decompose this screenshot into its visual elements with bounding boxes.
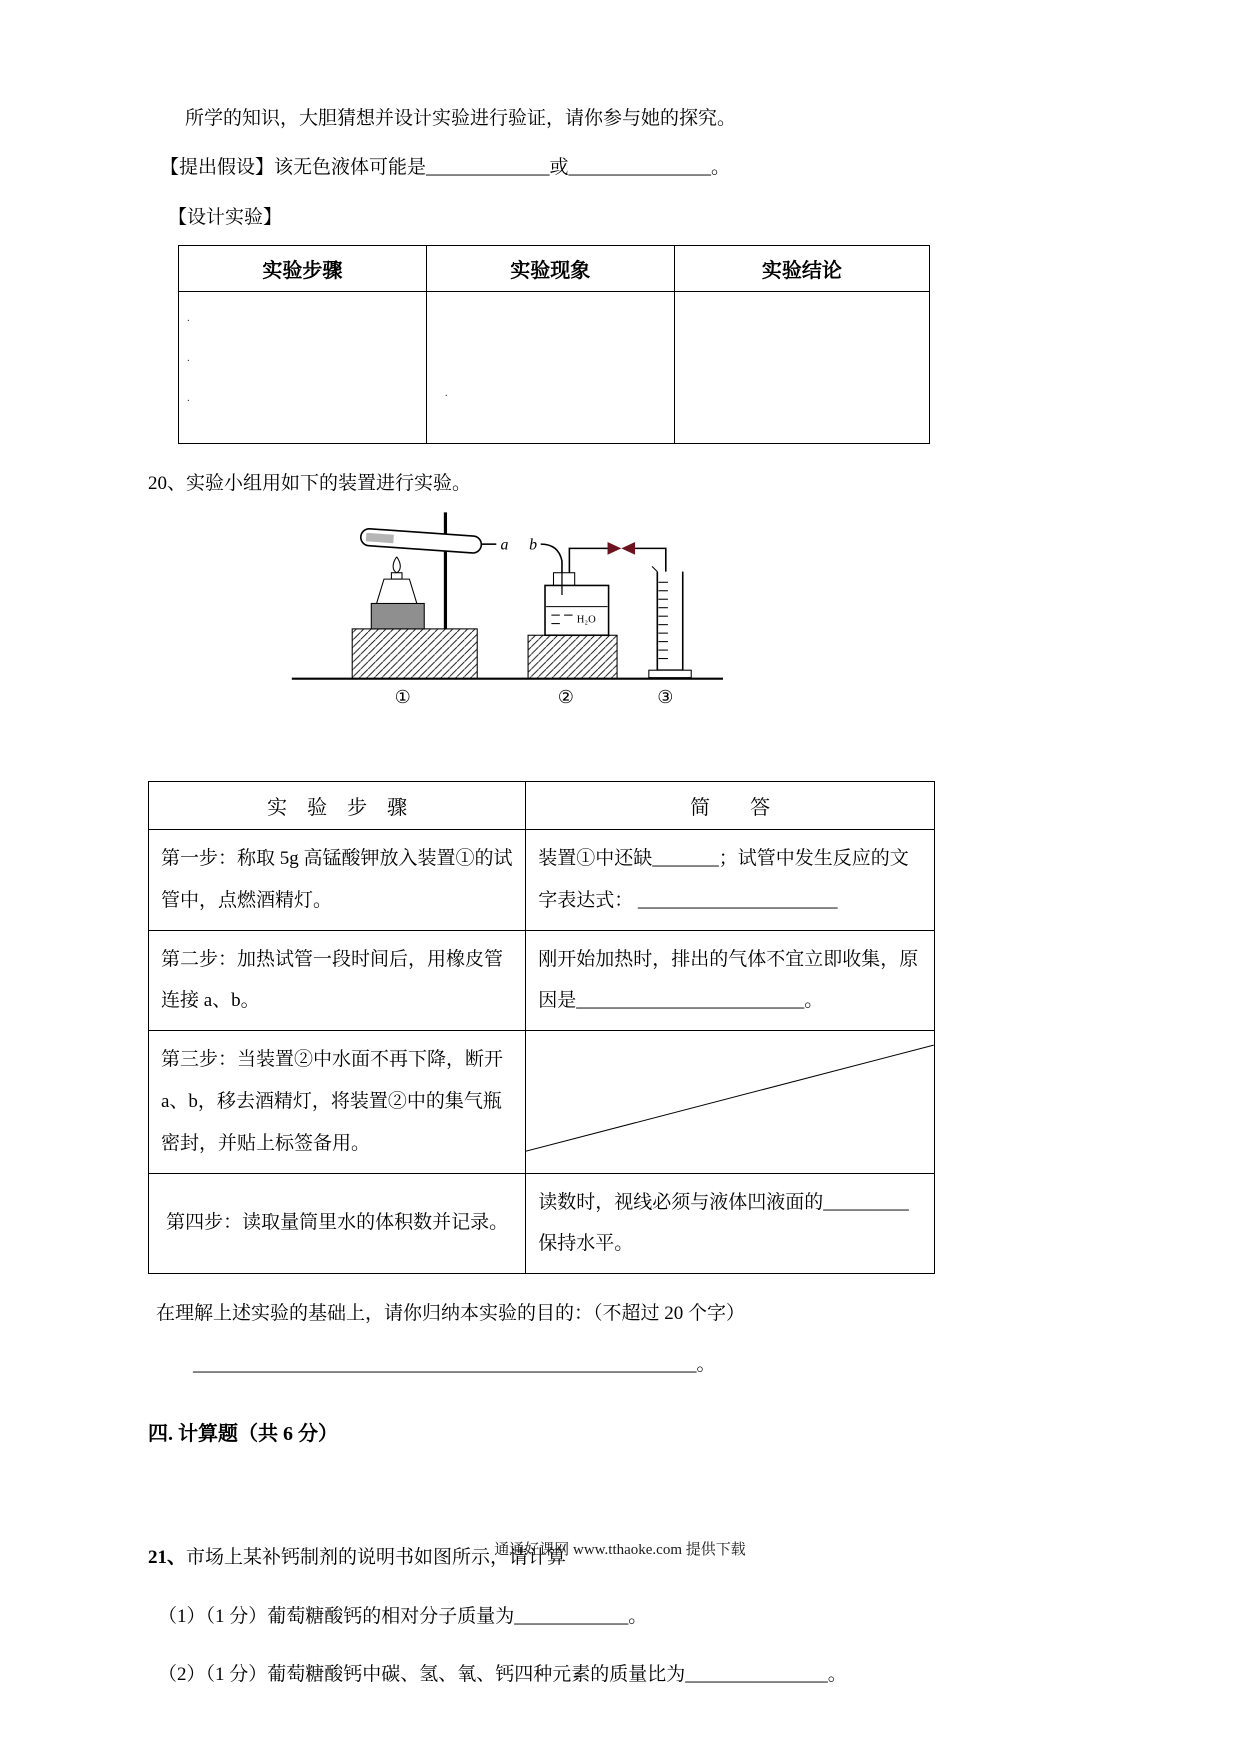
- lamp-cap: [391, 573, 402, 579]
- intro-text: 所学的知识，大胆猜想并设计实验进行验证，请你参与她的探究。: [185, 108, 737, 129]
- design-table-header-row: [179, 245, 930, 291]
- device-3-measuring-cylinder: [649, 566, 691, 677]
- tube-label-b: b: [529, 536, 538, 554]
- water-label: H₂O: [576, 614, 596, 626]
- lamp-flame: [393, 557, 400, 573]
- question-21-number: 21、: [148, 1547, 187, 1569]
- design-table-header-steps: 实验步骤: [179, 245, 427, 291]
- answer-2-cell: 刚开始加热时，排出的气体不宜立即收集，原因是________________________。: [526, 930, 935, 1031]
- experiment-step-row: [149, 1031, 935, 1173]
- hypothesis-line: 【提出假设】该无色液体可能是_____________或_______________。: [160, 156, 731, 178]
- experiment-step-row: [149, 930, 935, 1031]
- experiment-table-header-answer: 简 答: [526, 782, 935, 830]
- support-block-hatched: [352, 629, 477, 679]
- device-label-2: ②: [557, 687, 574, 708]
- cylinder-base: [649, 670, 691, 677]
- measuring-cylinder: [657, 572, 682, 671]
- placeholder-dot: .: [187, 391, 190, 404]
- answer-4-cell: 读数时，视线必须与液体凹液面的_________保持水平。: [526, 1173, 935, 1274]
- device-label-1: ①: [394, 687, 411, 708]
- experiment-step-row: [149, 1173, 935, 1274]
- question-21-part-2: （2）（1 分）葡萄糖酸钙中碳、氢、氧、钙四种元素的质量比为_______________。: [158, 1664, 847, 1686]
- question-21-part-1: （1）（1 分）葡萄糖酸钙的相对分子质量为____________。: [158, 1605, 648, 1627]
- summary-prompt: 在理解上述实验的基础上，请你归纳本实验的目的：（不超过 20 个字）: [156, 1303, 746, 1325]
- experiment-table-header-row: [149, 782, 935, 830]
- diagonal-slash: [526, 1031, 934, 1172]
- question-20-prompt: 20、实验小组用如下的装置进行实验。: [148, 472, 472, 494]
- experiment-steps-table: [148, 781, 935, 1274]
- answer-1-cell: 装置①中还缺_______；试管中发生反应的文字表达式： _____________________: [526, 830, 935, 931]
- device-2-gas-bottle: [528, 542, 666, 679]
- step-2-cell: 第二步：加热试管一段时间后，用橡皮管连接 a、b。: [149, 930, 526, 1031]
- section-4-heading: 四. 计算题（共 6 分）: [148, 1423, 338, 1446]
- design-experiment-table: [178, 245, 930, 444]
- apparatus-diagram: [286, 506, 935, 726]
- design-table-header-phenomenon: 实验现象: [426, 245, 674, 291]
- device-label-3: ③: [657, 687, 674, 708]
- design-table-steps-cell: [179, 291, 427, 443]
- experiment-table-header-steps: 实 验 步 骤: [149, 782, 526, 830]
- support-block-hatched: [528, 635, 617, 678]
- design-table-phenomenon-cell: [426, 291, 674, 443]
- step-3-cell: 第三步：当装置②中水面不再下降，断开 a、b，移去酒精灯，将装置②中的集气瓶密封，并贴上标签备用。: [149, 1031, 526, 1173]
- answer-3-blank-slash-cell: [526, 1031, 935, 1173]
- placeholder-dot: .: [187, 311, 190, 324]
- step-1-cell: 第一步：称取 5g 高锰酸钾放入装置①的试管中，点燃酒精灯。: [149, 830, 526, 931]
- design-experiment-label: 【设计实验】: [168, 207, 283, 228]
- design-table-header-conclusion: 实验结论: [674, 245, 929, 291]
- summary-answer-blank: _____________________________________________________。: [193, 1353, 716, 1375]
- tube-label-a: a: [500, 536, 509, 554]
- outlet-tube: [569, 548, 607, 572]
- placeholder-dot: .: [444, 386, 448, 399]
- step-4-cell: 第四步：读取量筒里水的体积数并记录。: [149, 1173, 526, 1274]
- design-table-conclusion-cell: [674, 291, 929, 443]
- placeholder-dot: .: [187, 351, 190, 364]
- cylinder-spout: [652, 566, 657, 571]
- gas-bottle: [545, 585, 609, 635]
- delivery-tube-b: [541, 544, 562, 573]
- question-21-text: 市场上某补钙制剂的说明书如图所示，请计算: [186, 1547, 567, 1569]
- experiment-step-row: [149, 830, 935, 931]
- design-table-body-row: [179, 291, 930, 443]
- valve-icon: [608, 542, 622, 555]
- footer-watermark: 通通好课网 www.tthaoke.com 提供下载: [494, 1542, 746, 1558]
- device-1-heating-setup: [352, 512, 496, 678]
- apparatus-svg: [286, 506, 732, 720]
- lamp-stand-block: [371, 603, 424, 628]
- bottle-stopper: [553, 573, 574, 586]
- valve-icon: [621, 542, 635, 555]
